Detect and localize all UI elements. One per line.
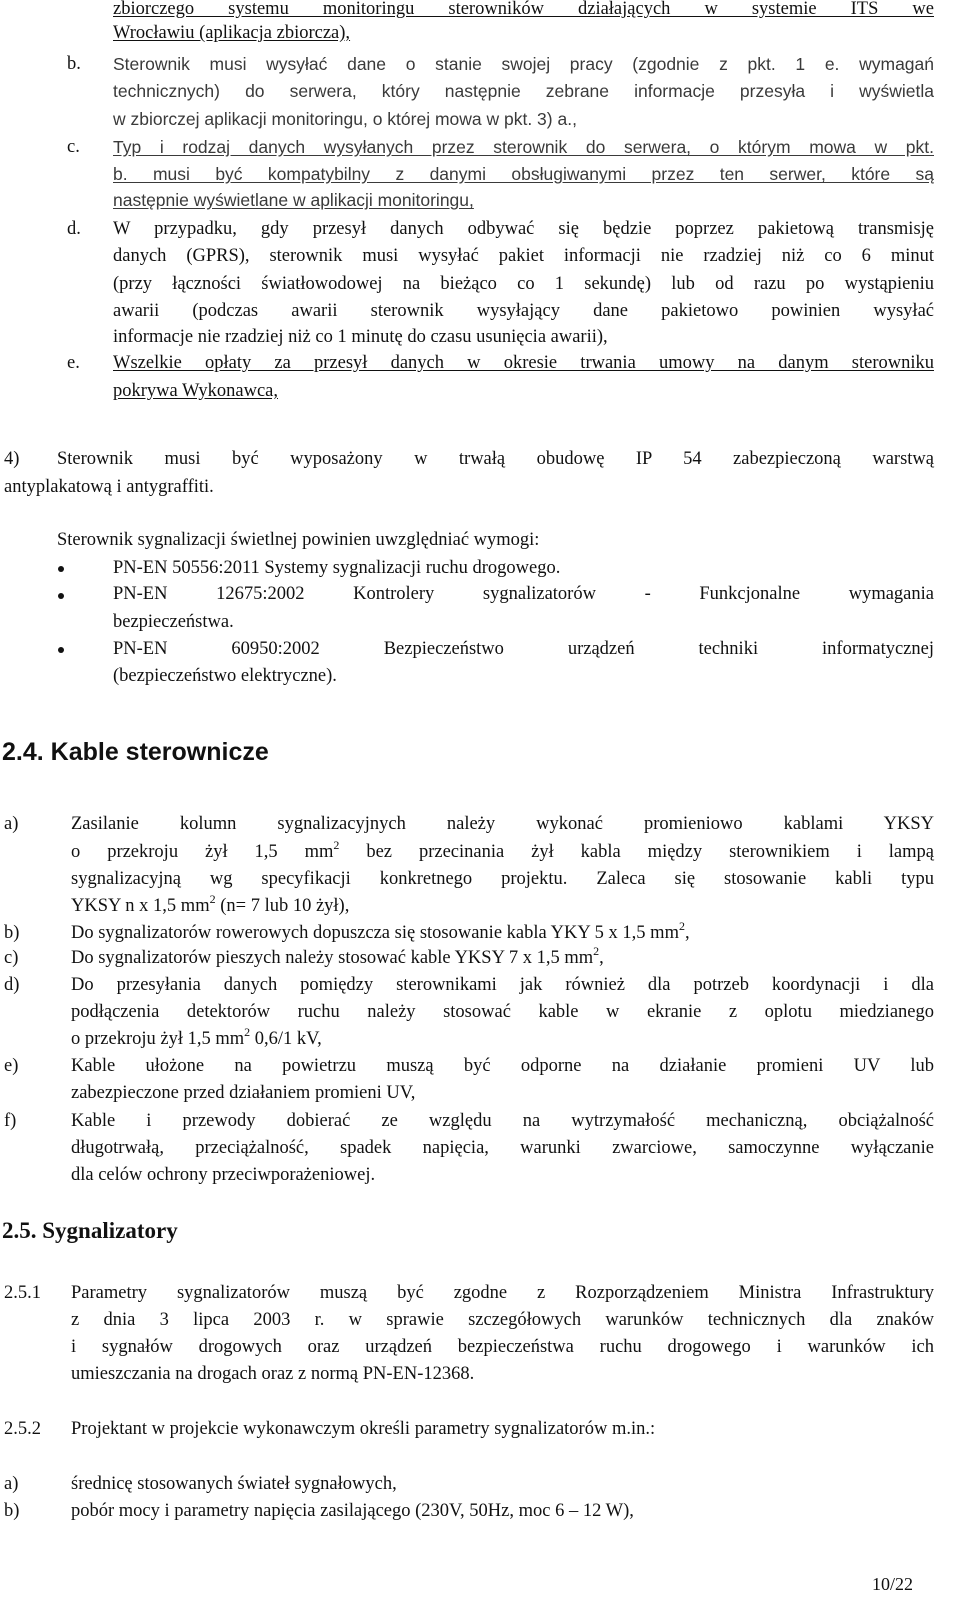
list-e-line-1: Wszelkie opłaty za przesył danych w okresie trwania umowy na danym sterowniku: [113, 353, 934, 373]
cable-f-line-3: dla celów ochrony przeciwporażeniowej.: [71, 1165, 376, 1185]
section-2-4-heading: 2.4. Kable sterownicze: [2, 738, 269, 766]
list-d-line-3: (przy łączności światłowodowej na bieżąco co 1 sekundę) lub od razu po wystąpieniu: [113, 274, 934, 294]
list-e-label: e.: [67, 353, 80, 373]
cable-d-line-2: podłączenia detektorów ruchu należy stosować kable w ekranie z oplotu miedzianego: [71, 1002, 934, 1022]
list-a-line-1: zbiorczego systemu monitoringu sterowników działających w systemie ITS we: [113, 0, 934, 19]
cable-e-label: e): [4, 1056, 19, 1076]
list-d-label: d.: [67, 219, 81, 239]
cable-d-line-3: o przekroju żył 1,5 $mm^2$ 0,6/1 kV,: [71, 1025, 322, 1049]
requirement-3-line-2: (bezpieczeństwo elektryczne).: [113, 666, 337, 686]
bullet-icon: [58, 647, 64, 653]
cable-a-line-3: sygnalizacyjną wg specyfikacji konkretnego projektu. Zaleca się stosowanie kabli typu: [71, 869, 934, 889]
bullet-icon: [58, 593, 64, 599]
signal-a-label: a): [4, 1474, 19, 1494]
cable-c-label: c): [4, 948, 19, 968]
list-e-line-2: pokrywa Wykonawca,: [113, 381, 278, 401]
requirements-intro: Sterownik sygnalizacji świetlnej powinien uwzględniać wymogi:: [57, 530, 540, 550]
list-b-line-2: technicznych) do serwera, który następnie zebrane informacje przesyła i wyświetla: [113, 81, 934, 101]
cable-b-label: b): [4, 923, 20, 943]
cable-f-label: f): [4, 1111, 17, 1131]
para-2-5-1-number: 2.5.1: [4, 1283, 41, 1303]
list-d-line-1: W przypadku, gdy przesył danych odbywać się będzie poprzez pakietową transmisję: [113, 219, 934, 239]
cable-a-label: a): [4, 814, 19, 834]
list-d-line-5: informacje nie rzadziej niż co 1 minutę do czasu usunięcia awarii),: [113, 327, 608, 347]
list-a-line-2: Wrocławiu (aplikacja zbiorcza),: [113, 23, 351, 43]
requirement-1: PN-EN 50556:2011 Systemy sygnalizacji ruchu drogowego.: [113, 558, 561, 578]
para-2-5-1-line-1: Parametry sygnalizatorów muszą być zgodne z Rozporządzeniem Ministra Infrastruktury: [71, 1283, 934, 1303]
page-number: 10/22: [872, 1574, 914, 1594]
cable-d-line-1: Do przesyłania danych pomiędzy sterownikami jak również dla potrzeb koordynacji i dla: [71, 975, 934, 995]
cable-a-line-2: o przekroju żył 1,5 $mm^2$ bez przecinania żył kabla między sterownikiem i lampą: [71, 838, 934, 862]
list-c-label: c.: [67, 137, 80, 157]
para-2-5-1-line-2: z dnia 3 lipca 2003 r. w sprawie szczegółowych warunków technicznych dla znaków: [71, 1310, 934, 1330]
signal-b-label: b): [4, 1501, 20, 1521]
cable-f-line-1: Kable i przewody dobierać ze względu na wytrzymałość mechaniczną, obciążalność: [71, 1111, 934, 1131]
section-2-5-heading: 2.5. Sygnalizatory: [2, 1218, 178, 1243]
list-d-line-4: awarii (podczas awarii sterownik wysyłający dane pakietowo powinien wysyłać: [113, 301, 934, 321]
item-4-line-1: Sterownik musi być wyposażony w trwałą obudowę IP 54 zabezpieczoną warstwą: [57, 449, 934, 469]
list-c-line-1: Typ i rodzaj danych wysyłanych przez sterownik do serwera, o którym mowa w pkt.: [113, 137, 934, 157]
signal-b-text: pobór mocy i parametry napięcia zasilającego (230V, 50Hz, moc 6 – 12 W),: [71, 1501, 634, 1521]
item-4-line-2: antyplakatową i antygraffiti.: [4, 477, 214, 497]
para-2-5-2-number: 2.5.2: [4, 1419, 41, 1439]
list-b-line-3: w zbiorczej aplikacji monitoringu, o której mowa w pkt. 3) a.,: [113, 109, 577, 129]
list-d-line-2: danych (GPRS), sterownik musi wysyłać pakiet informacji nie rzadziej niż co 6 minut: [113, 246, 934, 266]
cable-a-line-1: Zasilanie kolumn sygnalizacyjnych należy wykonać promieniowo kablami YKSY: [71, 814, 934, 834]
cable-e-line-2: zabezpieczone przed działaniem promieni UV,: [71, 1083, 416, 1103]
cable-b-line-1: Do sygnalizatorów rowerowych dopuszcza się stosowanie kabla YKY 5 x 1,5 $mm^2$,: [71, 919, 690, 943]
requirement-2-line-1: PN-EN 12675:2002 Kontrolery sygnalizatorów - Funkcjonalne wymagania: [113, 584, 934, 604]
requirement-3-line-1: PN-EN 60950:2002 Bezpieczeństwo urządzeń techniki informatycznej: [113, 639, 934, 659]
list-b-line-1: Sterownik musi wysyłać dane o stanie swojej pracy (zgodnie z pkt. 1 e. wymagań: [113, 54, 934, 74]
para-2-5-1-line-4: umieszczania na drogach oraz z normą PN-EN-12368.: [71, 1364, 475, 1384]
bullet-icon: [58, 566, 64, 572]
cable-e-line-1: Kable ułożone na powietrzu muszą być odporne na działanie promieni UV lub: [71, 1056, 934, 1076]
cable-c-line-1: Do sygnalizatorów pieszych należy stosować kable YKSY 7 x 1,5 $mm^2$,: [71, 944, 604, 968]
para-2-5-1-line-3: i sygnałów drogowych oraz urządzeń bezpieczeństwa ruchu drogowego i warunków ich: [71, 1337, 934, 1357]
cable-a-line-4: YKSY n x 1,5 $mm^2$ (n= 7 lub 10 żył),: [71, 892, 350, 916]
para-2-5-2-line-1: Projektant w projekcie wykonawczym określi parametry sygnalizatorów m.in.:: [71, 1419, 656, 1439]
requirement-2-line-2: bezpieczeństwa.: [113, 612, 234, 632]
signal-a-text: średnicę stosowanych świateł sygnałowych,: [71, 1474, 397, 1494]
list-b-label: b.: [67, 54, 81, 74]
cable-d-label: d): [4, 975, 20, 995]
item-4-label: 4): [4, 449, 20, 469]
list-c-line-3: następnie wyświetlane w aplikacji monitoringu,: [113, 190, 474, 210]
list-c-line-2: b. musi być kompatybilny z danymi obsługiwanymi przez ten serwer, które są: [113, 164, 934, 184]
cable-f-line-2: długotrwałą, przeciążalność, spadek napięcia, warunki zwarciowe, samoczynne wyłączanie: [71, 1138, 934, 1158]
